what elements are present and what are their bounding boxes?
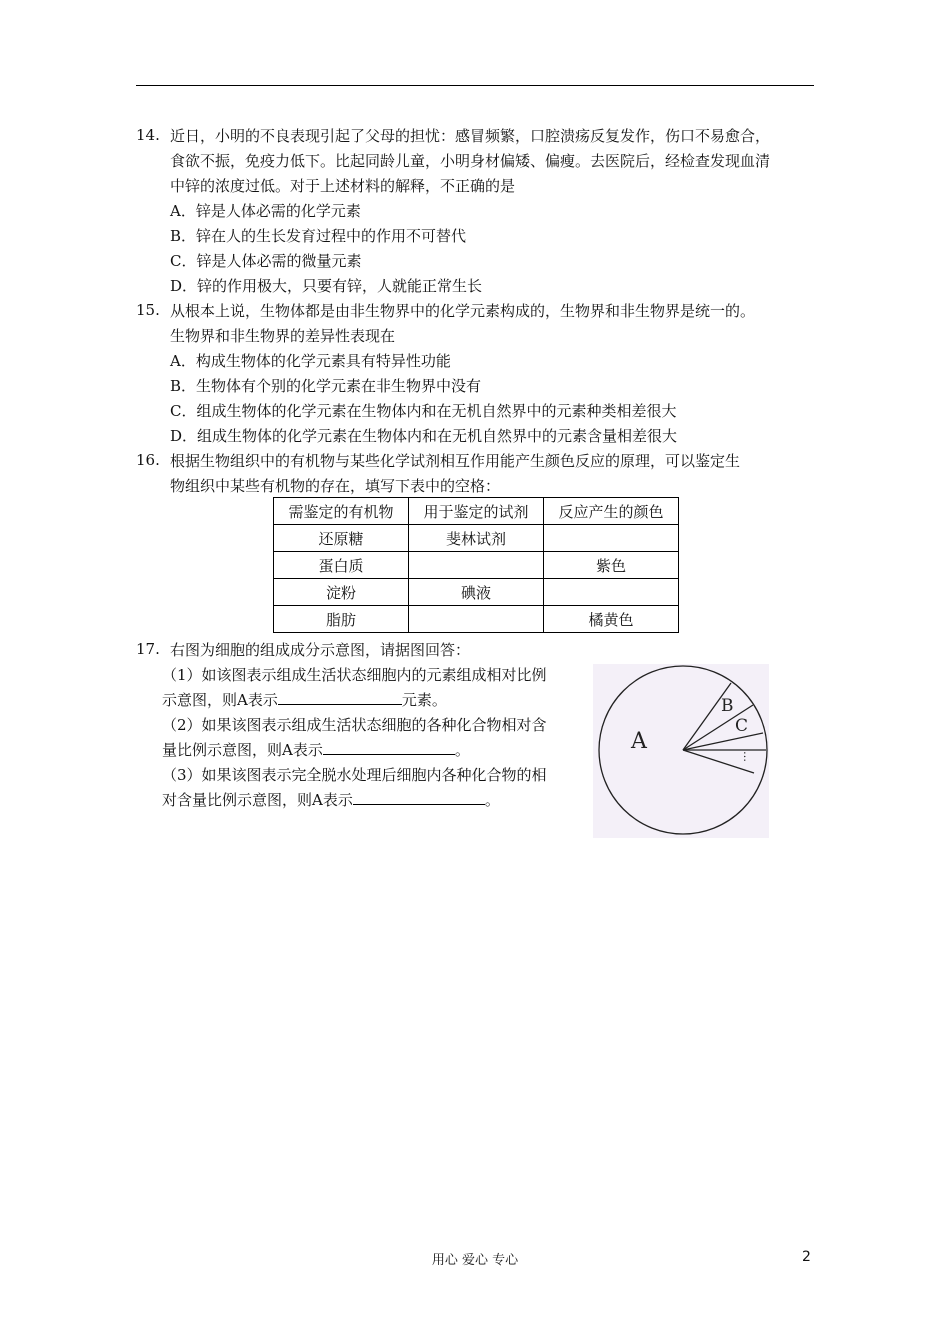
part-1-line-2: [162, 690, 447, 714]
question-number: 14.: [136, 126, 160, 144]
option-b: B．生物体有个别的化学元素在非生物界中没有: [170, 377, 482, 395]
label-c: C: [735, 716, 749, 736]
table-row: [274, 552, 679, 579]
table-cell: 碘液: [409, 579, 544, 606]
table-cell-blank: [544, 579, 679, 606]
table-cell: 还原糖: [274, 525, 409, 552]
footer-slogan: 用心 爱心 专心: [431, 1253, 519, 1268]
option-a: A．构成生物体的化学元素具有特异性功能: [170, 352, 451, 370]
page-number: 2: [802, 1249, 811, 1265]
slice-divider: [683, 733, 763, 750]
part-text: 。: [454, 741, 470, 759]
part-2-line-1: （2）如果该图表示组成生活状态细胞的各种化合物相对含: [162, 716, 547, 734]
part-1-line-1: （1）如该图表示组成生活状态细胞内的元素组成相对比例: [162, 666, 547, 684]
answer-blank[interactable]: [278, 690, 402, 705]
option-c: C．组成生物体的化学元素在生物体内和在无机自然界中的元素种类相差很大: [170, 402, 677, 420]
part-text: 量比例示意图，则A表示: [162, 741, 323, 759]
answer-blank[interactable]: [353, 790, 485, 805]
table-row: [274, 525, 679, 552]
table-cell: 淀粉: [274, 579, 409, 606]
question-text-line: 右图为细胞的组成成分示意图，请据图回答：: [170, 641, 471, 659]
part-2-line-2: [162, 740, 470, 764]
cell-composition-figure: [593, 664, 769, 838]
option-b: B．锌在人的生长发育过程中的作用不可替代: [170, 227, 467, 245]
part-text: 示意图，则A表示: [162, 691, 278, 709]
option-d: D．组成生物体的化学元素在生物体内和在无机自然界中的元素含量相差很大: [170, 427, 678, 445]
question-text-line: 中锌的浓度过低。对于上述材料的解释，不正确的是: [170, 177, 516, 195]
pie-diagram: [593, 664, 769, 838]
table-header-cell: 反应产生的颜色: [544, 498, 679, 525]
table-cell: 蛋白质: [274, 552, 409, 579]
question-text-line: 根据生物组织中的有机物与某些化学试剂相互作用能产生颜色反应的原理，可以鉴定生: [170, 452, 741, 470]
question-text-line: 生物界和非生物界的差异性表现在: [170, 327, 396, 345]
question-number: 15.: [136, 301, 160, 319]
table-header-row: [274, 498, 679, 525]
table-cell-blank: [409, 552, 544, 579]
part-3-line-1: （3）如果该图表示完全脱水处理后细胞内各种化合物的相: [162, 766, 547, 784]
label-b: B: [721, 696, 734, 716]
question-text-line: 近日，小明的不良表现引起了父母的担忧：感冒频繁，口腔溃疡反复发作，伤口不易愈合，: [170, 127, 771, 145]
label-a: A: [631, 729, 647, 754]
option-c: C．锌是人体必需的微量元素: [170, 252, 362, 270]
question-number: 16.: [136, 451, 160, 469]
table-cell-blank: [409, 606, 544, 633]
reagent-table: [273, 497, 679, 633]
part-3-line-2: [162, 790, 500, 814]
more-marker: …: [741, 751, 754, 762]
table-cell-blank: [544, 525, 679, 552]
part-text: 元素。: [401, 691, 447, 709]
header-rule: [136, 85, 814, 86]
table-header-cell: 用于鉴定的试剂: [409, 498, 544, 525]
part-text: 对含量比例示意图，则A表示: [162, 791, 353, 809]
question-text-line: 从根本上说，生物体都是由非生物界中的化学元素构成的，生物界和非生物界是统一的。: [170, 302, 756, 320]
table-row: [274, 579, 679, 606]
answer-blank[interactable]: [323, 740, 455, 755]
table-cell: 紫色: [544, 552, 679, 579]
option-d: D．锌的作用极大，只要有锌，人就能正常生长: [170, 277, 483, 295]
slice-divider: [683, 683, 731, 750]
question-text-line: 物组织中某些有机物的存在，填写下表中的空格：: [170, 477, 501, 495]
table-row: [274, 606, 679, 633]
question-number: 17.: [136, 640, 160, 658]
option-a: A．锌是人体必需的化学元素: [170, 202, 361, 220]
table-cell: 斐林试剂: [409, 525, 544, 552]
question-text-line: 食欲不振，免疫力低下。比起同龄儿童，小明身材偏矮、偏瘦。去医院后，经检查发现血清: [170, 152, 771, 170]
table-cell: 脂肪: [274, 606, 409, 633]
table-header-cell: 需鉴定的有机物: [274, 498, 409, 525]
table-cell: 橘黄色: [544, 606, 679, 633]
part-text: 。: [484, 791, 500, 809]
